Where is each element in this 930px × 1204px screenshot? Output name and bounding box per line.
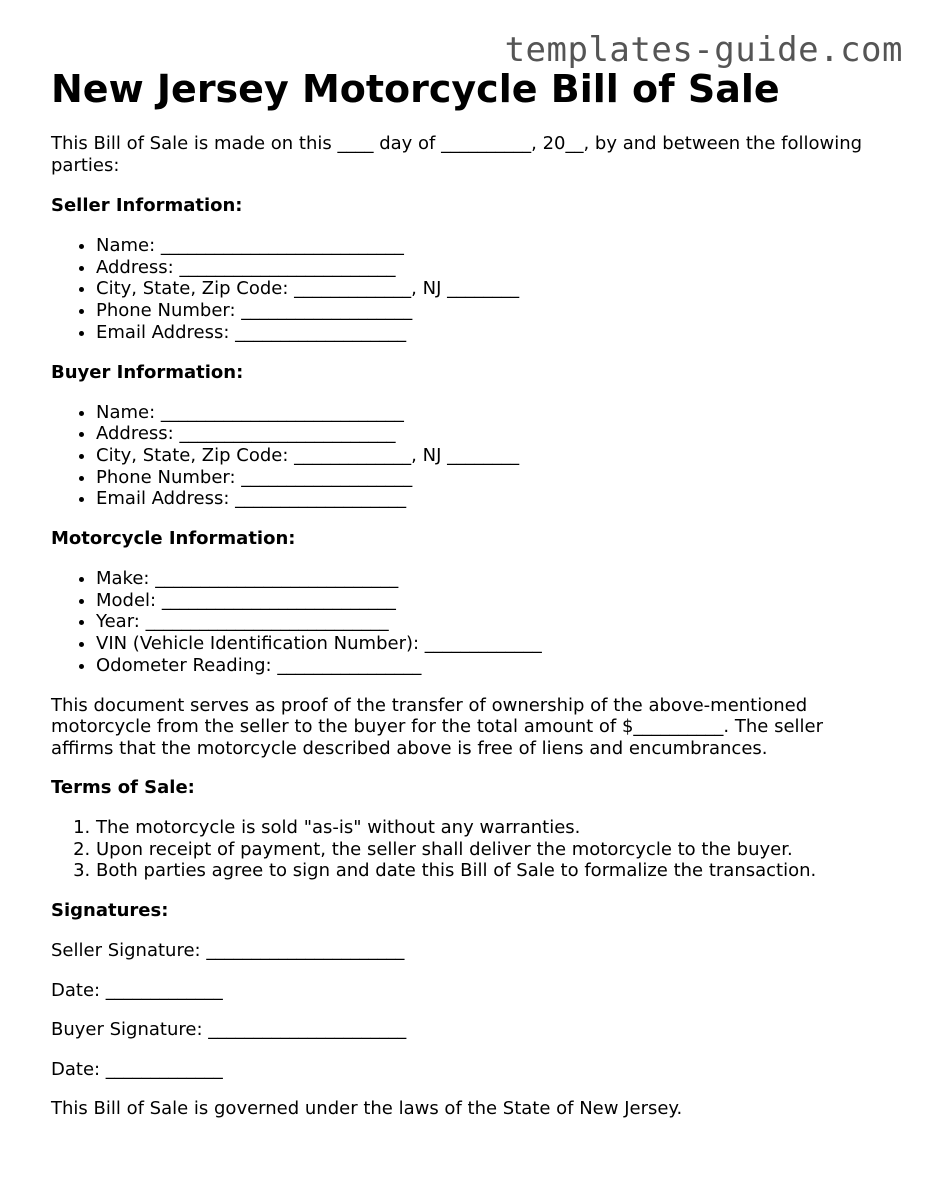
seller-email-field: • Email Address: ___________________ (96, 322, 891, 344)
buyer-fields-list (51, 402, 891, 511)
buyer-name-field: • Name: ___________________________ (96, 402, 891, 424)
term-item: 2. Upon receipt of payment, the seller shall deliver the motorcycle to the buyer. (96, 839, 891, 861)
seller-date-line: Date: _____________ (51, 979, 223, 1001)
term-item: 1. The motorcycle is sold "as-is" without any warranties. (96, 817, 891, 839)
motorcycle-year-field: • Year: ___________________________ (96, 611, 891, 633)
terms-heading: Terms of Sale: (51, 777, 195, 799)
signatures-heading: Signatures: (51, 900, 169, 922)
motorcycle-vin-field: • VIN (Vehicle Identification Number): _____________ (96, 633, 891, 655)
seller-address-field: • Address: ________________________ (96, 257, 891, 279)
transfer-paragraph: This document serves as proof of the transfer of ownership of the above-mentioned motorcycle from the seller to the buyer for the total amount of $__________. The seller affirms that the motorcycle described above is free of liens and encumbrances. (51, 694, 824, 759)
governing-law-paragraph: This Bill of Sale is governed under the laws of the State of New Jersey. (51, 1098, 683, 1120)
buyer-address-field: • Address: ________________________ (96, 423, 891, 445)
terms-list (51, 817, 891, 882)
document-page (51, 0, 891, 1120)
motorcycle-make-field: • Make: ___________________________ (96, 568, 891, 590)
term-item: 3. Both parties agree to sign and date this Bill of Sale to formalize the transaction. (96, 860, 891, 882)
seller-signature-line: Seller Signature: ______________________ (51, 940, 405, 962)
motorcycle-heading: Motorcycle Information: (51, 528, 296, 550)
document-title: New Jersey Motorcycle Bill of Sale (51, 67, 780, 111)
motorcycle-model-field: • Model: __________________________ (96, 590, 891, 612)
buyer-phone-field: • Phone Number: ___________________ (96, 467, 891, 489)
buyer-date-line: Date: _____________ (51, 1058, 223, 1080)
buyer-city-state-zip-field: • City, State, Zip Code: _____________, NJ ________ (96, 445, 891, 467)
watermark: templates-guide.com (504, 30, 903, 70)
seller-fields-list (51, 235, 891, 344)
seller-city-state-zip-field: • City, State, Zip Code: _____________, NJ ________ (96, 278, 891, 300)
seller-phone-field: • Phone Number: ___________________ (96, 300, 891, 322)
buyer-email-field: • Email Address: ___________________ (96, 488, 891, 510)
motorcycle-fields-list (51, 568, 891, 677)
motorcycle-odometer-field: • Odometer Reading: ________________ (96, 655, 891, 677)
seller-name-field: • Name: ___________________________ (96, 235, 891, 257)
intro-paragraph: This Bill of Sale is made on this ____ day of __________, 20__, by and between the following parties: (51, 133, 863, 176)
seller-heading: Seller Information: (51, 195, 243, 216)
buyer-heading: Buyer Information: (51, 361, 244, 383)
buyer-signature-line: Buyer Signature: ______________________ (51, 1019, 407, 1041)
